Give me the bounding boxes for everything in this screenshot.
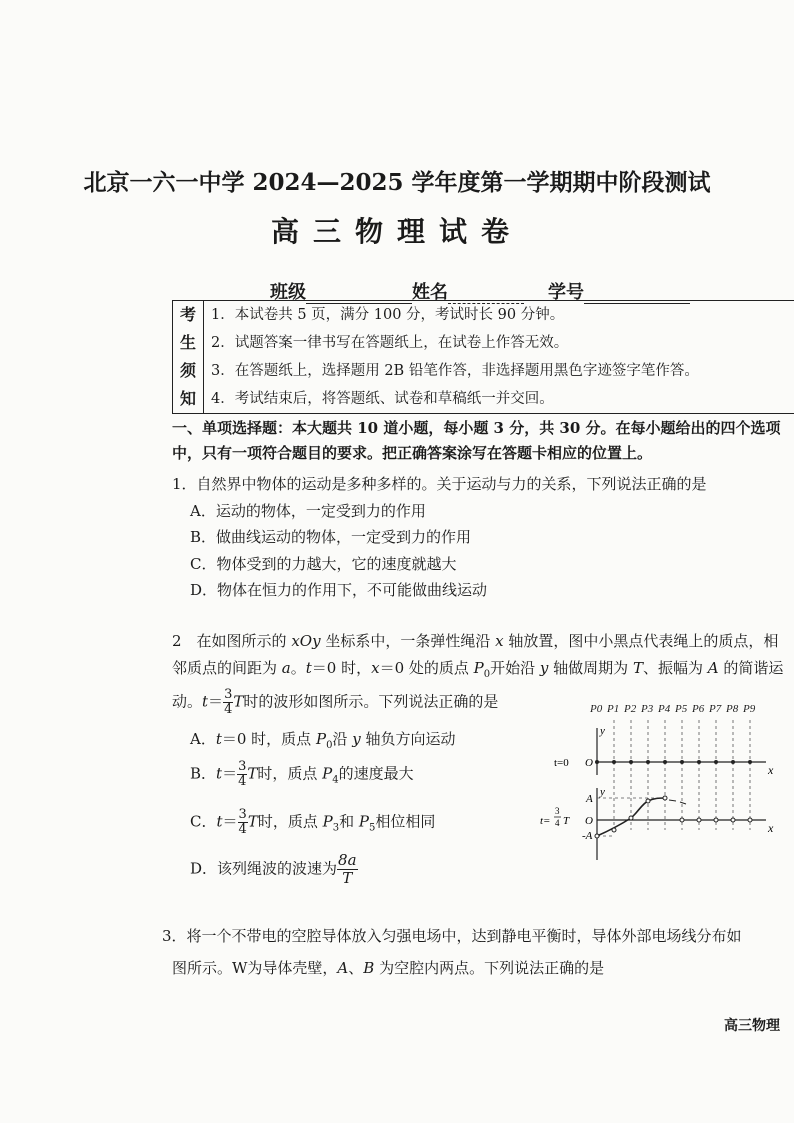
question-1-option-b[interactable]: B．做曲线运动的物体，一定受到力的作用: [190, 528, 472, 546]
question-2-option-d[interactable]: D．该列绳波的波速为 $\frac{8a}{T}$: [190, 851, 357, 887]
notice-char: 知: [179, 389, 196, 408]
class-label: 班级: [270, 282, 306, 303]
name-label: 姓名: [412, 282, 448, 303]
notice-items: [211, 301, 699, 413]
t34-label-b: T: [563, 815, 570, 827]
t34-label-a: t=: [540, 815, 551, 827]
wave-figure: [534, 700, 784, 870]
x-axis-label-bottom: x: [768, 821, 774, 835]
origin-label-top: O: [585, 757, 593, 769]
notice-char: 须: [179, 361, 196, 380]
notice-item: 4．考试结束后，将答题纸、试卷和草稿纸一并交回。: [211, 391, 554, 407]
notice-item: 3．在答题纸上，选择题用 2B 铅笔作答，非选择题用黑色字迹签字笔作答。: [211, 363, 699, 379]
amplitude-neg-label: -A: [582, 830, 593, 842]
page-footer: 高三物理: [724, 1018, 780, 1034]
fraction: $\frac{3}{4}$: [224, 687, 233, 717]
question-3-line-1: 3．将一个不带电的空腔导体放入匀强电场中，达到静电平衡时，导体外部电场线分布如: [162, 927, 742, 945]
question-1-option-a[interactable]: A．运动的物体，一定受到力的作用: [190, 502, 426, 520]
question-2-line-3: 动。t＝ $\frac{3}{4}$ T时的波形如图所示。下列说法正确的是: [172, 687, 499, 717]
question-3-line-2: 图所示。W为导体壳壁，A、B 为空腔内两点。下列说法正确的是: [172, 959, 605, 977]
t0-label: t=0: [554, 757, 569, 769]
fraction: $\frac{3}{4}$: [238, 807, 247, 837]
question-1-stem: 1．自然界中物体的运动是多种多样的。关于运动与力的关系，下列说法正确的是: [172, 475, 707, 493]
exam-notice-box: [172, 300, 794, 414]
exam-subtitle: 高三物理试卷: [270, 215, 523, 248]
question-2-option-c[interactable]: C．t＝ $\frac{3}{4}$ T时，质点 $P_3$和 $P_5$相位相同: [190, 807, 436, 837]
notice-side-label: [173, 301, 204, 413]
point-label-p6: P6: [692, 703, 705, 715]
section-heading: 一、单项选择题：本大题共 10 道小题，每小题 3 分，共 30 分。在每小题给出的四个选项中，只有一项符合题目的要求。把正确答案涂写在答题卡相应的位置上。: [172, 419, 781, 462]
y-axis-label-top: y: [600, 725, 605, 737]
point-label-p4: P4: [658, 703, 671, 715]
point-label-p5: P5: [675, 703, 688, 715]
point-label-p2: P2: [624, 703, 637, 715]
notice-char: 生: [179, 333, 196, 352]
t34-label-d: 4: [555, 818, 560, 828]
origin-label-bottom: O: [585, 815, 593, 827]
amplitude-pos-label: A: [586, 793, 593, 805]
question-1-option-c[interactable]: C．物体受到的力越大，它的速度就越大: [190, 555, 457, 573]
point-label-p9: P9: [743, 703, 756, 715]
notice-item: 2．试题答案一律书写在答题纸上，在试卷上作答无效。: [211, 335, 569, 351]
question-2-option-b[interactable]: B．t＝ $\frac{3}{4}$ T时，质点 $P_4$的速度最大: [190, 759, 414, 789]
x-axis-label-top: x: [768, 763, 774, 777]
notice-char: 考: [179, 305, 196, 324]
point-label-p3: P3: [641, 703, 654, 715]
id-label: 学号: [548, 282, 584, 303]
exam-title: 北京一六一中学 2024—2025 学年度第一学期期中阶段测试: [83, 169, 711, 196]
t34-label-n: 3: [555, 806, 560, 816]
point-label-p0: P0: [590, 703, 603, 715]
question-2-line-2: 邻质点的间距为 a。t＝0 时，x＝0 处的质点 $P_0$开始沿 y 轴做周期为 T、振幅为 A 的简谐运: [172, 659, 784, 680]
fraction: $\frac{8a}{T}$: [338, 851, 357, 887]
notice-item: 1．本试卷共 5 页，满分 100 分，考试时长 90 分钟。: [211, 307, 565, 323]
question-2-line-1: 2 在如图所示的 xOy 坐标系中，一条弹性绳沿 x 轴放置，图中小黑点代表绳上的质点，相: [172, 632, 779, 650]
fraction: $\frac{3}{4}$: [238, 759, 247, 789]
y-axis-label-bottom: y: [600, 786, 605, 798]
point-label-p8: P8: [726, 703, 739, 715]
question-1-option-d[interactable]: D．物体在恒力的作用下，不可能做曲线运动: [190, 581, 488, 599]
point-label-p7: P7: [709, 703, 722, 715]
point-label-p1: P1: [607, 703, 620, 715]
question-2-option-a[interactable]: A．t＝0 时，质点 $P_0$沿 y 轴负方向运动: [190, 730, 456, 751]
